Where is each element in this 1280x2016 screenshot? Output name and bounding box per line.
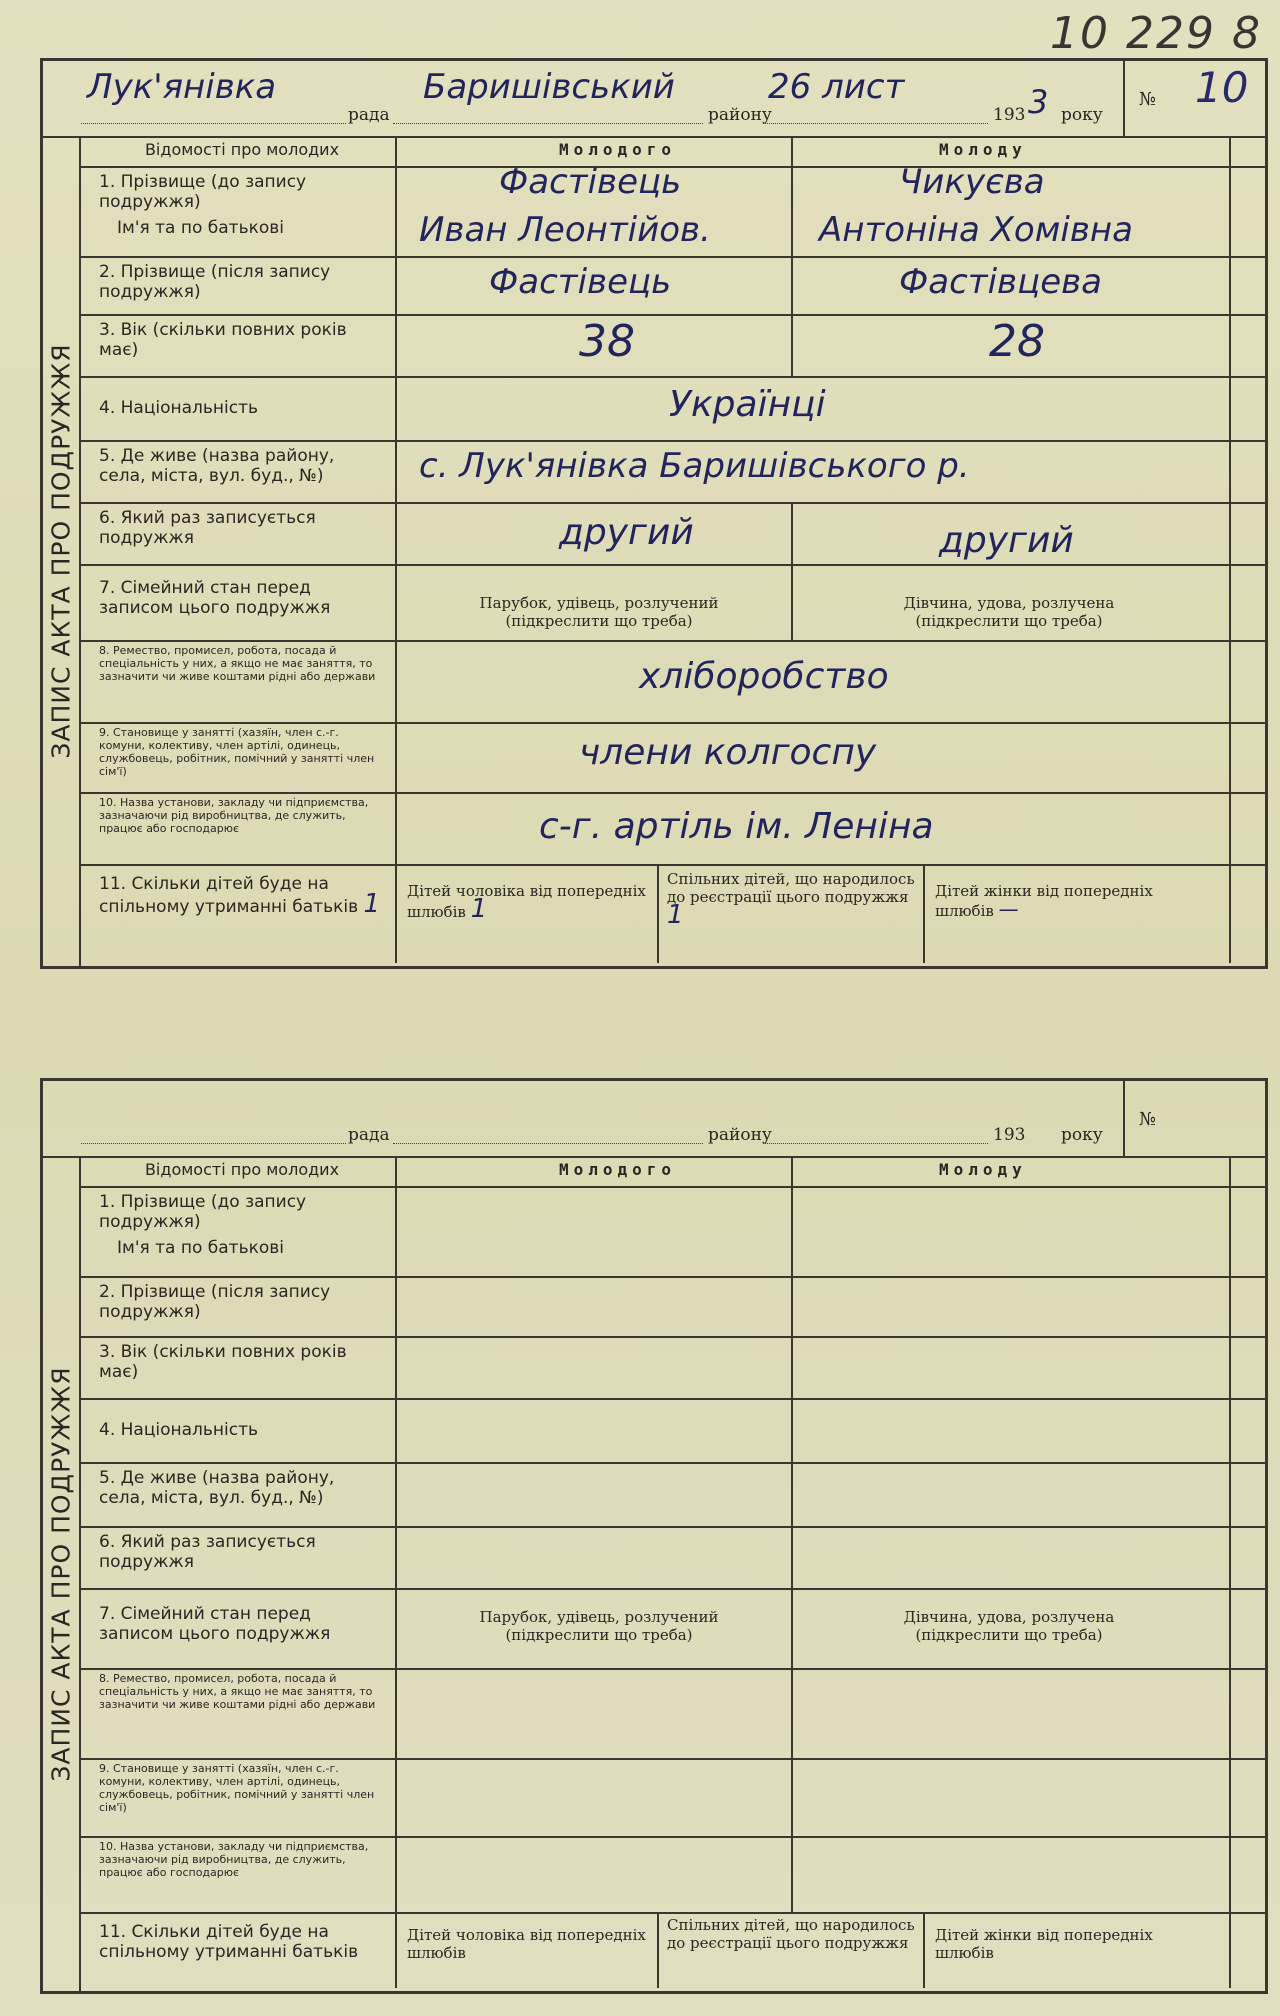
row9-label: 9. Становище у занятті (хазяїн, член с.-г. комуни, колективу, член артілі, одинець, службовець, робітник, помічний у занятті член сім'ї) — [79, 722, 397, 792]
raion-label: району — [708, 105, 772, 125]
row-children — [79, 864, 1265, 963]
row3-label: 3. Вік (скільки повних років має) — [79, 314, 397, 376]
record-number-box — [1123, 61, 1265, 136]
raion-value: Баришівський — [423, 67, 675, 107]
side-title-blank: ЗАПИС АКТА ПРО ПОДРУЖЖЯ — [43, 1156, 81, 1991]
kids-common: Спільних дітей, що народилось до реєстрації цього подружжя 1 — [667, 870, 915, 930]
kids-husband: Дітей чоловіка від попередніх шлюбів 1 — [407, 882, 646, 924]
groom-status-options: Парубок, удівець, розлучений (підкреслити що треба) — [479, 594, 719, 630]
side-title: ЗАПИС АКТА ПРО ПОДРУЖЖЯ — [43, 136, 81, 966]
row11-label: 11. Скільки дітей буде на спільному утриманні батьків 1 — [79, 864, 397, 963]
number-label: № — [1139, 89, 1157, 110]
groom-surname-after: Фастівець — [489, 262, 672, 302]
occupation: хліборобство — [639, 656, 889, 697]
bride-surname-after: Фастівцева — [899, 262, 1103, 302]
year-prefix: 193 — [993, 105, 1026, 125]
bride-col-header: Молоду — [939, 140, 1027, 159]
nationality: Українці — [669, 384, 826, 425]
groom-surname: Фастівець — [499, 162, 682, 202]
row8-label: 8. Ремество, промисел, робота, посада й спеціальність у них, а якщо не має заняття, то зазначити чи живе коштами рідні або держави — [79, 640, 397, 722]
institution: с-г. артіль ім. Леніна — [539, 806, 934, 847]
rada-label: рада — [348, 105, 390, 125]
form-header-blank: рада району 193 року № — [43, 1081, 1265, 1158]
residence: с. Лук'янівка Баришівського р. — [419, 446, 970, 486]
row2-label: 2. Прізвище (після запису подружжя) — [79, 256, 397, 314]
marriage-record-form-filled — [40, 58, 1268, 969]
row-times — [79, 502, 1265, 566]
record-number: 10 — [1195, 63, 1249, 112]
bride-status-options: Дівчина, удова, розлучена (підкреслити що треба) — [903, 594, 1115, 630]
rada-value: Лук'янівка — [87, 67, 277, 107]
marriage-record-form-blank: рада району 193 року № ЗАПИС АКТА ПРО ПОДРУЖЖЯ Відомості про молодих Молодого Молоду 1. Прізвище (до запису подружжя) Ім'я та по батькові 2. Прізвище (після запису подружжя) 3. Вік (скільки повних років має) 4. Національність 5. Де живе (назва району, села, міста, вул. буд., №) 6. Який раз записується подружжя 7. Сімейний стан перед записом цього подружжя Парубок, удівець, розлучений (підкреслити що треба) Дівчина, удова, розлучена (підкреслити що треба) 8. Ремество, промисел, робота, посада й спеціальність у них, а якщо не має заняття, то зазначити чи живе коштами рідні або держави 9. Становище у занятті (хазяїн, член с.-г. комуни, колективу, член артілі, одинець, службовець, робітник, помічний у занятті член сім'ї) 10. Назва установи, закладу чи підприємства, зазначаючи рід виробництва, де служить, працює або господарює 11. Скільки дітей буде на спільному утриманні батьків Дітей чоловіка від попередніх шлюбів Спільних дітей, що народилось до реєстрації цього подружжя Дітей жінки від попередніх шлюбів — [40, 1078, 1268, 1994]
row1-label: 1. Прізвище (до запису подружжя) Ім'я та по батькові — [79, 166, 397, 256]
form-header — [43, 61, 1265, 138]
row5-label: 5. Де живе (назва району, села, міста, вул. буд., №) — [79, 440, 397, 502]
groom-col-header: Молодого — [559, 140, 677, 159]
year-label: року — [1061, 105, 1103, 125]
row7-label: 7. Сімейний стан перед записом цього подружжя — [79, 564, 397, 640]
year-digit: 3 — [1028, 83, 1049, 121]
row-occupation — [79, 640, 1265, 724]
row-position — [79, 722, 1265, 794]
row10-label: 10. Назва установи, закладу чи підприємства, зазначаючи рід виробництва, де служить, працює або господарює — [79, 792, 397, 864]
bride-name: Антоніна Хомівна — [819, 210, 1133, 250]
row6-label: 6. Який раз записується подружжя — [79, 502, 397, 564]
row-surname-before — [79, 162, 1265, 258]
row4-label: 4. Національність — [79, 376, 397, 440]
bride-times: другий — [939, 520, 1074, 561]
groom-age: 38 — [579, 316, 635, 367]
kids-total: 1 — [363, 889, 381, 919]
groom-name: Иван Леонтійов. — [419, 210, 711, 250]
row-institution — [79, 792, 1265, 866]
row-marital-status — [79, 564, 1265, 642]
bride-surname: Чикуєва — [899, 162, 1045, 202]
position: члени колгоспу — [579, 732, 877, 773]
groom-times: другий — [559, 512, 694, 553]
row-nationality — [79, 376, 1265, 442]
row-age — [79, 314, 1265, 378]
row-surname-after — [79, 256, 1265, 316]
row-residence — [79, 440, 1265, 504]
bride-age: 28 — [989, 316, 1045, 367]
kids-wife: Дітей жінки від попередніх шлюбів — — [935, 882, 1153, 921]
header-info-label: Відомості про молодих — [79, 136, 397, 166]
date-value: 26 лист — [768, 67, 905, 107]
archive-number: 10 229 8 — [1050, 8, 1262, 59]
